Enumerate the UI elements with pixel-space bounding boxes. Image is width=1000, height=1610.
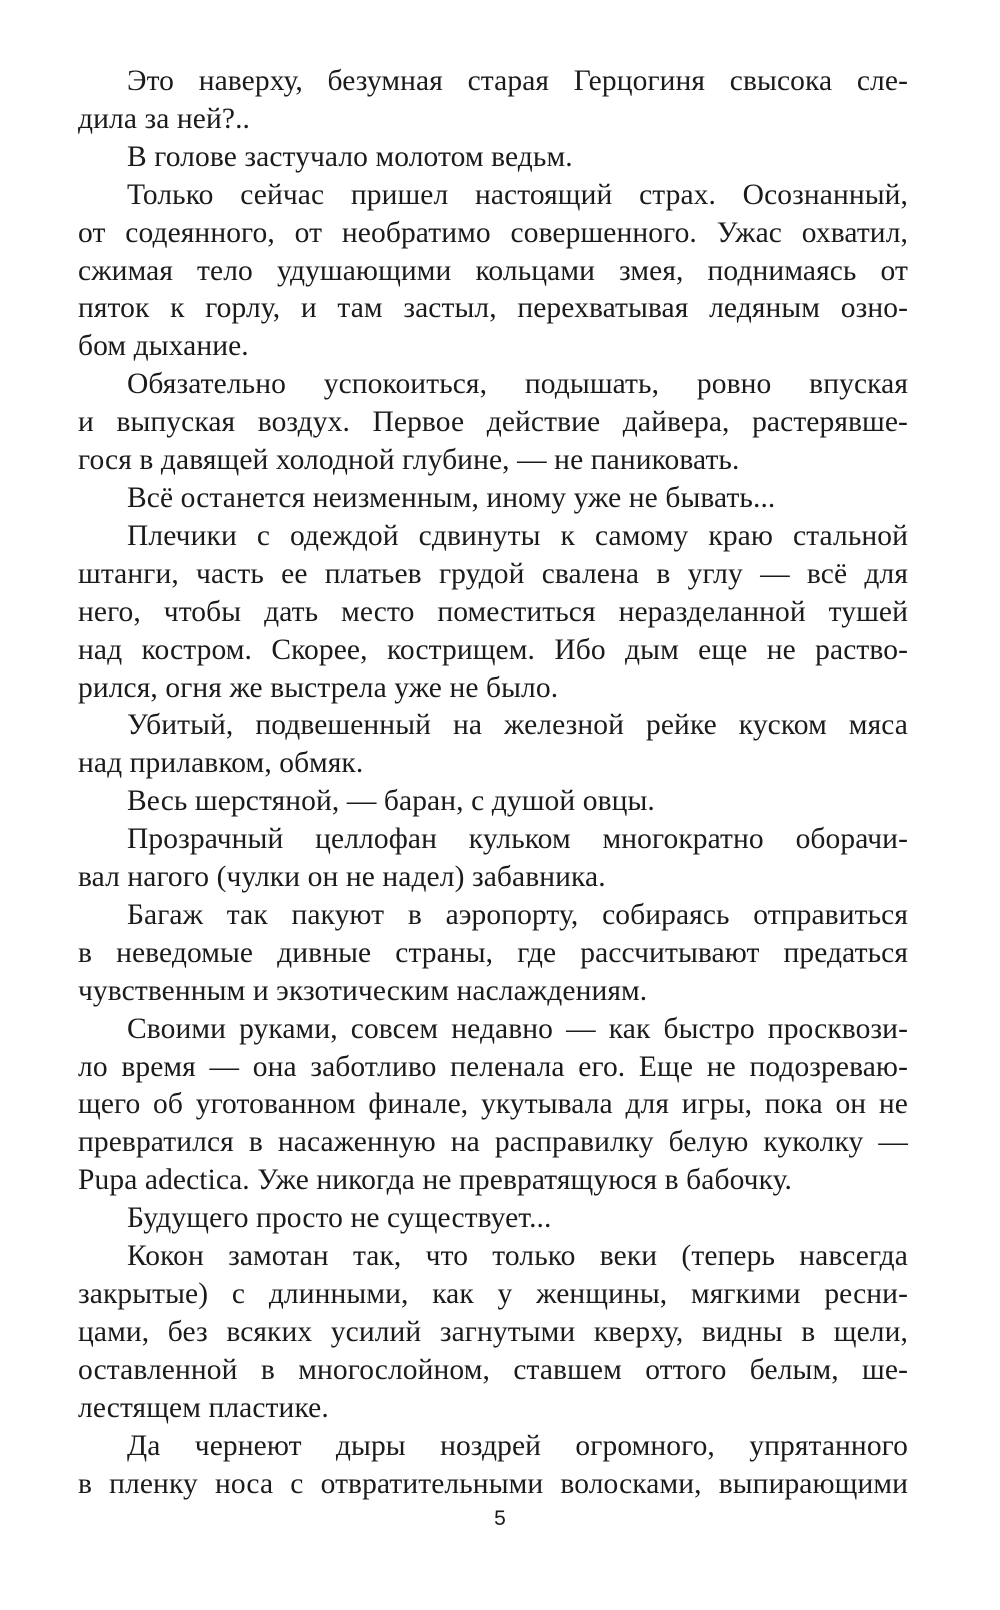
text-line: Будущего просто не существует... xyxy=(127,1202,552,1235)
paragraph xyxy=(78,139,908,177)
text-line: щего об уготованном финале, укутывала для игры, пока он не xyxy=(78,1088,908,1121)
text-line: цами, без всяких усилий загнутыми кверху, видны в щели, xyxy=(78,1315,908,1348)
text-line: Это наверху, безумная старая Герцогиня свысока сле- xyxy=(127,65,908,97)
text-line: над костром. Скорее, кострищем. Ибо дым еще не раство- xyxy=(78,633,908,666)
text-line: Всё останется неизменным, иному уже не бывать... xyxy=(127,481,776,514)
paragraph xyxy=(78,63,908,139)
paragraph xyxy=(78,1011,908,1201)
paragraph xyxy=(78,1428,908,1504)
text-line: гося в давящей холодной глубине, — не паниковать. xyxy=(78,444,740,477)
text-line: Только сейчас пришел настоящий страх. Осознанный, xyxy=(127,178,908,211)
text-line: Убитый, подвешенный на железной рейке куском мяса xyxy=(127,709,908,742)
text-line: Кокон замотан так, что только веки (теперь навсегда xyxy=(127,1240,908,1273)
text-line: Плечики с одеждой сдвинуты к самому краю стальной xyxy=(127,519,908,552)
text-line: в неведомые дивные страны, где рассчитывают предаться xyxy=(78,936,908,969)
text-line: Своими руками, совсем недавно — как быстро просквози- xyxy=(127,1012,908,1045)
text-line: чувственным и экзотическим наслаждениям. xyxy=(78,974,648,1007)
text-line: в пленку носа с отвратительными волосками, выпирающими xyxy=(78,1467,908,1500)
paragraph xyxy=(78,897,908,1011)
text-line: над прилавком, обмяк. xyxy=(78,747,364,780)
paragraph xyxy=(78,177,908,367)
paragraph xyxy=(78,480,908,518)
paragraph xyxy=(78,783,908,821)
text-line: пяток к горлу, и там застыл, перехватывая ледяным озно- xyxy=(78,292,908,325)
text-line: сжимая тело удушающими кольцами змея, поднимаясь от xyxy=(78,254,908,287)
text-line: превратился в насаженную на расправилку белую куколку — xyxy=(78,1126,908,1159)
text-line: Весь шерстяной, — баран, с душой овцы. xyxy=(127,785,655,818)
text-line: лестящем пластике. xyxy=(78,1391,329,1424)
text-line: дила за ней?.. xyxy=(78,102,251,135)
text-line: бом дыхание. xyxy=(78,330,249,363)
paragraph xyxy=(78,366,908,480)
text-line: Багаж так пакуют в аэропорту, собираясь отправиться xyxy=(127,898,908,931)
paragraph xyxy=(78,1200,908,1238)
text-line: Да чернеют дыры ноздрей огромного, упрятанного xyxy=(127,1429,908,1462)
text-line: В голове застучало молотом ведьм. xyxy=(127,140,573,173)
paragraph xyxy=(78,707,908,783)
text-line: от содеянного, от необратимо совершенного. Ужас охватил, xyxy=(78,216,908,249)
text-line: Прозрачный целлофан кульком многократно оборачи- xyxy=(127,823,908,856)
page-number: 5 xyxy=(494,1507,506,1530)
paragraph xyxy=(78,1238,908,1428)
text-line: штанги, часть ее платьев грудой свалена в углу — всё для xyxy=(78,557,908,590)
text-line: него, чтобы дать место поместиться неразделанной тушей xyxy=(78,595,908,628)
text-line: рился, огня же выстрела уже не было. xyxy=(78,671,559,704)
paragraph xyxy=(78,518,908,708)
text-line: и выпуская воздух. Первое действие дайвера, растерявше- xyxy=(78,406,908,439)
paragraph xyxy=(78,821,908,897)
text-line: закрытые) с длинными, как у женщины, мягкими ресни- xyxy=(78,1278,908,1310)
text-line: вал нагого (чулки он не надел) забавника. xyxy=(78,861,606,894)
text-line: Pupa adectica. Уже никогда не превратящуюся в бабочку. xyxy=(78,1164,792,1197)
text-line: ло время — она заботливо пеленала его. Еще не подозреваю- xyxy=(78,1050,908,1083)
body-text xyxy=(78,63,908,1503)
text-line: Обязательно успокоиться, подышать, ровно впуская xyxy=(127,368,908,401)
text-line: оставленной в многослойном, ставшем оттого белым, ше- xyxy=(78,1353,908,1386)
